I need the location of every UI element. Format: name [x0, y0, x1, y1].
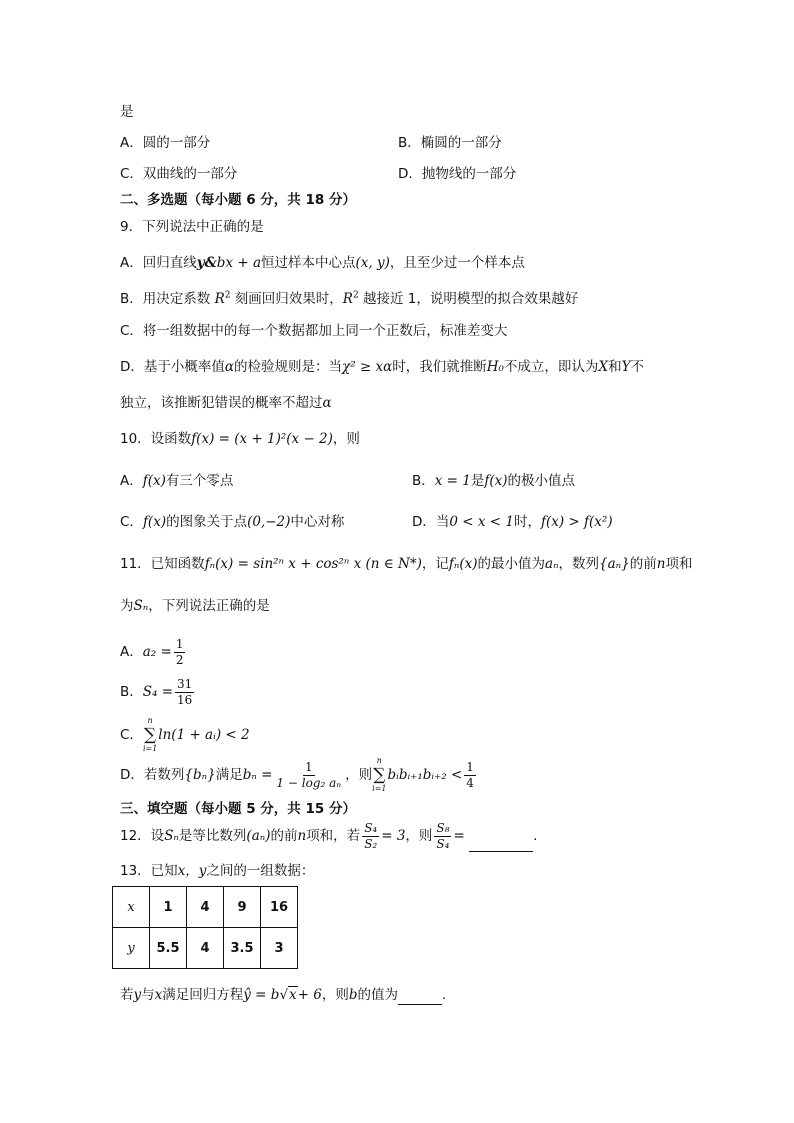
table-cell: 5.5 — [150, 928, 187, 969]
section-3-heading: 三、填空题（每小题 5 分，共 15 分） — [120, 801, 356, 817]
table-cell: 9 — [224, 887, 261, 928]
q9-option-d: D．基于小概率值α的检验规则是：当χ² ≥ xα时，我们就推断H₀不成立，即认为X和Y不 — [120, 359, 644, 375]
fraction: $\frac{31}{16}$ — [177, 676, 193, 707]
table-cell: y — [113, 928, 150, 969]
q13-question: 若y与x满足回归方程ŷ = b√x+ 6，则b的值为 . — [120, 987, 447, 1003]
q10-option-d: D．当0 < x < 1时，f(x) > f(x²) — [412, 514, 613, 530]
table-cell: x — [113, 887, 150, 928]
table-row — [113, 887, 298, 928]
q10-option-b: B．x = 1是f(x)的极小值点 — [412, 473, 576, 489]
fraction: $\frac{\text{S₄}}{\text{S₂}}$ — [364, 820, 378, 851]
q11-stem-line2: 为Sₙ，下列说法正确的是 — [120, 598, 270, 614]
q10-stem: 10．设函数f(x) = (x + 1)²(x − 2)，则 — [120, 431, 360, 447]
q13-stem: 13．已知x，y之间的一组数据： — [120, 863, 315, 879]
table-cell: 4 — [187, 887, 224, 928]
section-2-heading: 二、多选题（每小题 6 分，共 18 分） — [120, 192, 356, 208]
q9-option-d-line2: 独立，该推断犯错误的概率不超过α — [120, 395, 332, 411]
fraction: $\frac{1}{2}$ — [175, 636, 184, 667]
q8-option-c: C．双曲线的一部分 — [120, 166, 238, 182]
q13-data-table — [112, 886, 298, 969]
q8-stem-tail: 是 — [120, 104, 134, 120]
q11-option-a: A．a₂ = $\frac{1}{2}$ — [120, 636, 184, 667]
table-cell: 3.5 — [224, 928, 261, 969]
q11-option-b: B．S₄ = $\frac{31}{16}$ — [120, 676, 193, 707]
answer-blank[interactable] — [398, 990, 442, 1005]
q10-option-a: A．f(x)有三个零点 — [120, 473, 234, 489]
q12-stem: 12．设Sₙ是等比数列(aₙ)的前n项和，若 $\frac{\text{S₄}}{\text{S₂}}$ = 3，则 $\frac{\text{S₈}}{\text{S₄}}$ = . — [120, 820, 538, 851]
q8-option-d: D．抛物线的一部分 — [398, 166, 517, 182]
fraction: $\frac{1}{4}$ — [466, 759, 474, 790]
summation-symbol: n ∑ i=1 — [142, 716, 158, 753]
q11-stem: 11．已知函数fₙ(x) = sin²ⁿ x + cos²ⁿ x (n ∈ N*)，记fₙ(x)的最小值为aₙ，数列{aₙ}的前n项和 — [120, 556, 693, 572]
table-cell: 1 — [150, 887, 187, 928]
fraction: $\frac{\text{S₈}}{\text{S₄}}$ — [436, 820, 450, 851]
q9-option-b: B．用决定系数 $R^2$ 刻画回归效果时，$R^2$ 越接近 1，说明模型的拟合效果越好 — [120, 290, 579, 307]
q11-option-c: C． n ∑ i=1 ln(1 + aᵢ) < 2 — [120, 716, 250, 753]
q9-stem: 9．下列说法中正确的是 — [120, 219, 264, 235]
q9-option-c: C．将一组数据中的每一个数据都加上同一个正数后，标准差变大 — [120, 323, 508, 339]
table-cell: 16 — [261, 887, 298, 928]
table-cell: 3 — [261, 928, 298, 969]
summation-symbol: n ∑ i=1 — [372, 756, 387, 793]
table-cell: 4 — [187, 928, 224, 969]
table-row — [113, 928, 298, 969]
answer-blank[interactable] — [469, 837, 533, 852]
q11-option-d: D．若数列{bₙ}满足bₙ = $\frac{1}{\text{1 − log₂ aₙ}}$ ，则 n ∑ i=1 bᵢbᵢ₊₁bᵢ₊₂ < $\frac{1}{4}$ — [120, 756, 474, 793]
fraction: $\frac{1}{\text{1 − log₂ aₙ}}$ — [276, 759, 342, 790]
q9-option-a: A．回归直线y&bx + a恒过样本中心点(x, y)，且至少过一个样本点 — [120, 255, 525, 271]
q8-option-b: B．椭圆的一部分 — [398, 135, 502, 151]
q8-option-a: A．圆的一部分 — [120, 135, 211, 151]
q10-option-c: C．f(x)的图象关于点(0,−2)中心对称 — [120, 514, 345, 530]
